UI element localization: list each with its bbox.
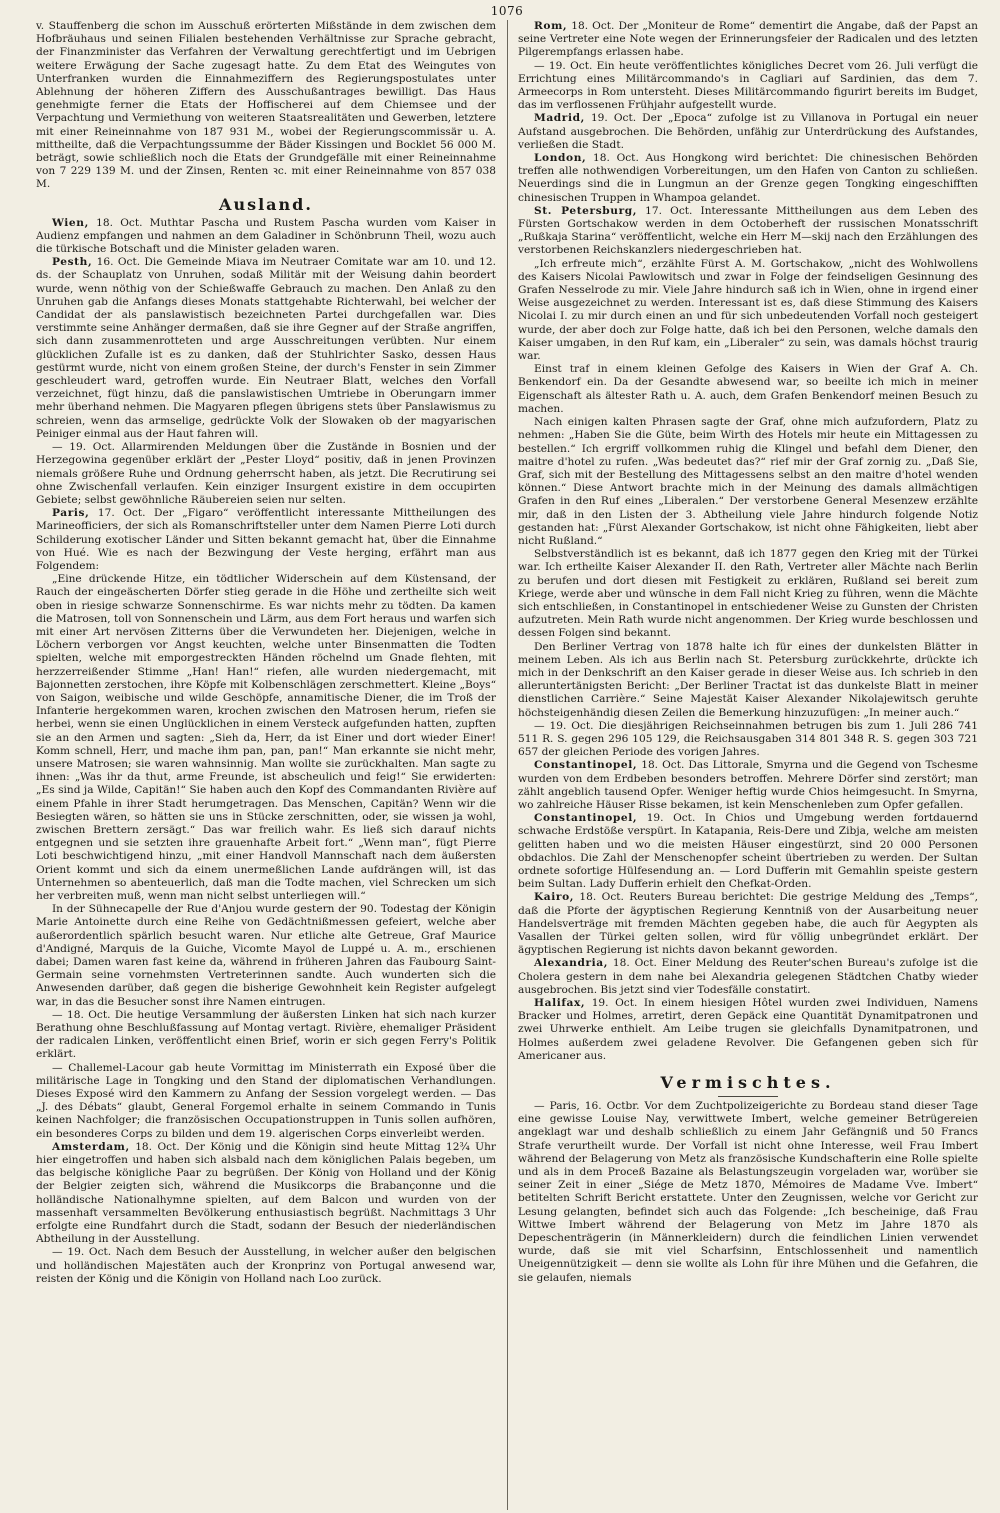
paragraph-text: — Challemel-Lacour gab heute Vormittag im Ministerrath ein Exposé über die militärische Lage in Tongking und den Stand der diplomatischen Verhandlungen. Dieses Exposé wird den Kammern zu Anfang der Session vorgelegt werden. — Das „J. des Débats“ glaubt, General Forgemol erhalte in seinem Commando in Tunis keinen Nachfolger; die französischen Occupationstruppen in Tunis sollen aufhören, ein besonderes Corps zu bilden und dem 19. algerischen Corps einverleibt werden. — [36, 1061, 496, 1140]
paragraph-text: 19. Oct. Der „Epoca“ zufolge ist zu Villanova in Portugal ein neuer Aufstand ausgebrochen. Die Behörden, unfähig zur Unterdrückung des Aufstandes, verließen die Stadt. — [518, 112, 978, 151]
article-paragraph — [518, 548, 978, 640]
article-paragraph — [518, 60, 978, 113]
paragraph-text: — 19. Oct. Allarmirenden Meldungen über die Zustände in Bosnien und der Herzegowina gegenüber erklärt der „Pester Lloyd“ positiv, daß in jenen Provinzen niemals größere Ruhe und Ordnung geherrscht haben, als jetzt. Die Recrutirung sei ohne Zwischenfall verlaufen. Kein einziger Insurgent existire in dem occupirten Gebiete; selbst gewöhnliche Räubereien seien nur selten. — [36, 441, 496, 506]
dateline: Amsterdam, — [52, 1140, 130, 1153]
article-paragraph — [518, 720, 978, 760]
paragraph-text: Den Berliner Vertrag von 1878 halte ich für eines der dunkelsten Blätter in meinem Leben. Als ich aus Berlin nach St. Petersburg zurückkehrte, drückte ich mich in der Denkschrift an den Kaiser gerade in dieser Weise aus. Ich schrieb in den alleruntertänigsten Bericht: „Der Berliner Tractat ist das dunkelste Blatt in meiner dienstlichen Carrière.“ Seine Majestät Kaiser Alexander Nikolajewitsch geruhte höchsteigenhändig diesen Zeilen die Bemerkung hinzuzufügen: „In meiner auch.“ — [518, 640, 978, 719]
article-paragraph — [518, 258, 978, 364]
dateline: Alexandria, — [534, 957, 609, 970]
article-paragraph — [36, 507, 496, 573]
paragraph-text: Einst traf in einem kleinen Gefolge des Kaisers in Wien der Graf A. Ch. Benkendorf ein. Da der Gesandte abwesend war, so beeilte ich mich in meiner Eigenschaft als ältester Rath u. A. auch, dem Grafen Benkendorf meinen Besuch zu machen. — [518, 363, 978, 415]
paragraph-text: 18. Oct. Reuters Bureau berichtet: Die gestrige Meldung des „Temps“, daß die Pforte der ägyptischen Regierung Kenntniß von der Ausarbeitung neuer Handelsverträge mit fremden Mächten gegeben habe, die auch für Aegypten als Vasallen der Türkei gelten sollen, wird für völlig unbegründet erklärt. Der ägyptischen Regierung ist nichts davon bekannt geworden. — [518, 891, 978, 957]
column-rule — [507, 20, 508, 1510]
article-paragraph — [518, 152, 978, 205]
dateline: Pesth, — [52, 256, 93, 269]
article-paragraph — [36, 20, 496, 192]
paragraph-text: Nach einigen kalten Phrasen sagte der Graf, ohne mich aufzufordern, Platz zu nehmen: „Haben Sie die Güte, beim Wirth des Hotels mir heute ein Mittagessen zu bestellen.“ Ich ergriff vollkommen ruhig die Klingel und befahl dem Diener, den maitre d'hotel zu rufen. „Was bedeutet das?“ rief mir der Graf zornig zu. „Daß Sie, Graf, sich mit der Bestellung des Mittagessens selbst an den maitre d'hotel wenden können.“ Diese Antwort brachte mich in der Meinung des damals allmächtigen Grafen in den Ruf eines „Liberalen.“ Der verstorbene General Mesenzew erzählte mir, daß in den Listen der 3. Abtheilung viele Jahre hindurch folgende Notiz gestanden hat: „Fürst Alexander Gortschakow, ist nicht ohne Fähigkeiten, liebt aber nicht Rußland.“ — [518, 416, 978, 547]
paragraph-text: 19. Oct. In einem hiesigen Hôtel wurden zwei Individuen, Namens Bracker und Holmes, arretirt, deren Gepäck eine Quantität Dynamitpatronen und zwei Uhrwerke enthielt. Am Leibe trugen sie gleichfalls Dynamitpatronen, und Holmes außerdem zwei geladene Revolver. Die Gefangenen geben sich für Americaner aus. — [518, 997, 978, 1062]
paragraph-text: v. Stauffenberg die schon im Ausschuß erörterten Mißstände in dem zwischen dem Hofbräuhaus und seinen Filialen bestehenden Verhältnisse zur Sprache gebracht, der Finanzminister das Verfahren der Verwaltung gerechtfertigt und im Uebrigen weitere Erwägung der Sache zugesagt hatte. Zu dem Etat des Weingutes von Unterfranken wurden die Einnahmeziffern des Regierungspostulates unter Ablehnung der höheren Ziffern des Ausschußantrages bewilligt. Das Haus genehmigte ferner die Etats der Hoffischerei auf dem Chiemsee und der Verpachtung und Vermiethung von weiteren Staatsrealitäten und Gewerben, letztere mit einer Reineinnahme von 187 931 M., wobei der Regierungscommissär u. A. mittheilte, daß die Verpachtungssumme der Bäder Kissingen und Bocklet 56 000 M. beträgt, sowie schließlich noch die Etats der Grundgefälle mit einer Reineinnahme von 7 229 139 M. und der Zinsen, Renten ꝛc. mit einer Reineinnahme von 857 038 M. — [36, 20, 496, 191]
paragraph-text: 17. Oct. Der „Figaro“ veröffentlicht interessante Mittheilungen des Marineofficiers, der sich als Romanschriftsteller unter dem Namen Pierre Loti durch Schilderung exotischer Länder und Sitten bekannt gemacht hat, über die Einnahme von Hué. Wie es nach der Bezwingung der Veste herging, erfährt man aus Folgendem: — [36, 507, 496, 572]
article-paragraph — [518, 205, 978, 258]
article-paragraph — [36, 1062, 496, 1141]
divider — [718, 1096, 778, 1097]
article-paragraph — [518, 112, 978, 152]
article-paragraph — [36, 1246, 496, 1286]
dateline: Halifax, — [534, 997, 586, 1010]
paragraph-text: 19. Oct. In Chios und Umgebung werden fortdauernd schwache Erdstöße verspürt. In Katapania, Reis-Dere und Zibja, welche am meisten gelitten haben und wo die meisten Häuser eingestürzt, sind 20 000 Personen obdachlos. Die Zahl der Menschenopfer scheint übertrieben zu werden. Der Sultan ordnete sofortige Hülfesendung an. — Lord Dufferin mit Gemahlin speiste gestern beim Sultan. Lady Dufferin erhielt den Chefkat-Orden. — [518, 812, 978, 891]
article-paragraph — [36, 256, 496, 441]
dateline: Kairo, — [534, 891, 575, 904]
page-number: 1076 — [490, 4, 524, 18]
article-paragraph — [518, 891, 978, 957]
paragraph-text: 16. Oct. Die Gemeinde Miava im Neutraer Comitate war am 10. und 12. ds. der Schauplatz von Unruhen, sodaß Militär mit der Weisung dahin beordert wurde, wenn nöthig von der Schießwaffe Gebrauch zu machen. Den Anlaß zu den Unruhen gab die Anfangs dieses Monats stattgehabte Richterwahl, bei welcher der Candidat der als panslawistisch bezeichneten Partei durchgefallen war. Dies verstimmte seine Anhänger dermaßen, daß sie ihre Gegner auf der Straße angriffen, sich dann zusammenrotteten und arge Ausschreitungen verübten. Nur einem glücklichen Zufalle ist es zu danken, daß der Stuhlrichter Sasko, dessen Haus gestürmt wurde, nicht von einem großen Steine, der durch's Fenster in sein Zimmer geschleudert ward, getroffen wurde. Ein Neutraer Blatt, welches den Vorfall verzeichnet, fügt hinzu, daß die panslawistischen Umtriebe in Oberungarn immer mehr überhand nehmen. Die Magyaren pflegen übrigens stets über Panslawismus zu schreien, wenn das armselige, gedrückte Volk der Slowaken ob der magyarischen Peiniger einmal aus der Haut fahren will. — [36, 256, 496, 440]
paragraph-text: „Ich erfreute mich“, erzählte Fürst A. M. Gortschakow, „nicht des Wohlwollens des Kaisers Nicolai Pawlowitsch und zwar in Folge der feindseligen Gesinnung des Grafen Nesselrode zu mir. Viele Jahre hindurch saß ich in Wien, ohne in irgend einer Weise ausgezeichnet zu werden. Interessant ist es, daß diese Stimmung des Kaisers Nicolai I. zu mir durch einen an und für sich unbedeutenden Vorfall noch gesteigert wurde, der aber doch zur Folge hatte, daß ich bei den Personen, welche damals den Kaiser umgaben, in den Ruf kam, ein „Liberaler“ zu sein, was damals höchst traurig war. — [518, 257, 978, 363]
paragraph-text: — 19. Oct. Ein heute veröffentlichtes königliches Decret vom 26. Juli verfügt die Errichtung eines Militärcommando's in Cagliari auf Sardinien, das dem 7. Armeecorps in Rom untersteht. Dieses Militärcommando figurirt bereits im Budget, das im verflossenen Frühjahr aufgestellt wurde. — [518, 59, 978, 112]
article-paragraph — [36, 903, 496, 1009]
paragraph-text: — Paris, 16. Octbr. Vor dem Zuchtpolizeigerichte zu Bordeau stand dieser Tage eine gewisse Louise Nay, verwittwete Imbert, welche gemeiner Betrügereien angeklagt war und deshalb schließlich zu einem Jahr Gefängniß und 50 Francs Strafe verurtheilt wurde. Der Vorfall ist nicht ohne Interesse, weil Frau Imbert während der Belagerung von Metz als französische Kundschafterin eine Rolle spielte und als in dem Proceß Bazaine als Belastungszeugin vorgeladen war, worüber sie seiner Zeit in einer „Siége de Metz 1870, Mémoires de Madame Vve. Imbert“ betitelten Schrift Bericht erstattete. Unter den Zeugnissen, welche vor Gericht zur Lesung gelangten, befindet sich auch das Folgende: „Ich bescheinige, daß Frau Wittwe Imbert während der Belagerung von Metz im Jahre 1870 als Depeschenträgerin (in Männerkleidern) durch die feindlichen Linien verwendet wurde, daß sie mit viel Scharfsinn, Entschlossenheit und namentlich Uneigennützigkeit — denn sie wollte als Lohn für ihre Mühen und die Gefahren, die sie gelaufen, niemals — [518, 1100, 978, 1284]
dateline: Madrid, — [534, 112, 585, 125]
dateline: London, — [534, 152, 587, 165]
article-paragraph — [518, 812, 978, 891]
article-paragraph — [36, 573, 496, 903]
article-paragraph — [518, 363, 978, 416]
article-paragraph — [518, 1100, 978, 1285]
paragraph-text: 18. Oct. Muthtar Pascha und Rustem Pascha wurden vom Kaiser in Audienz empfangen und nahmen an dem Galadiner in Schönbrunn Theil, wozu auch die türkische Botschaft und die Minister geladen waren. — [36, 216, 496, 256]
dateline: Rom, — [534, 20, 568, 32]
article-paragraph — [36, 441, 496, 507]
article-paragraph — [36, 1141, 496, 1247]
article-paragraph — [518, 997, 978, 1063]
article-paragraph — [518, 416, 978, 548]
dateline: Constantinopel, — [534, 759, 638, 772]
left-column — [36, 20, 496, 1286]
paragraph-text: 17. Oct. Interessante Mittheilungen aus dem Leben des Fürsten Gortschakow werden in dem Octoberheft der russischen Monatsschrift „Rußkaja Starina“ veröffentlicht, welche ein Herr M—skij nach den Erzählungen des verstorbenen Reichskanzlers niedergeschrieben hat. — [518, 204, 978, 257]
paragraph-text: In der Sühnecapelle der Rue d'Anjou wurde gestern der 90. Todestag der Königin Marie Antoinette durch eine Reihe von Gedächtnißmessen gefeiert, welche aber außerordentlich spärlich besucht waren. Nur etliche alte Getreue, Graf Maurice d'Andigné, Marquis de la Guiche, Vicomte Mayol de Luppé u. A. m., erschienen dabei; Damen waren fast keine da, während in früheren Jahren das Faubourg Saint-Germain seine vornehmsten Vertreterinnen sandte. Auch wunderten sich die Anwesenden darüber, daß gegen die bisherige Gewohnheit kein Register aufgelegt war, in das die Besucher sonst ihre Namen eintrugen. — [36, 903, 496, 1008]
paragraph-text: 18. Oct. Der „Moniteur de Rome“ dementirt die Angabe, daß der Papst an seine Vertreter eine Note wegen der Erinnerungsfeier der Radicalen und des letzten Pilgerempfangs erlassen habe. — [518, 20, 978, 59]
article-paragraph — [36, 1009, 496, 1062]
paragraph-text: „Eine drückende Hitze, ein tödtlicher Widerschein auf dem Küstensand, der Rauch der eingeäscherten Dörfer stieg gerade in die Höhe und zertheilte sich weit oben in riesige schwarze Sonnenschirme. Es war nichts mehr zu tödten. Da kamen die Matrosen, toll von Sonnenschein und Lärm, aus dem Fort heraus und warfen sich mit einer Art nervösen Zitterns über die Verwundeten her. Diejenigen, welche in Löchern verborgen vor Angst keuchten, welche unter Binsenmatten die Todten spielten, welche mit emporgestreckten Händen röchelnd um Gnade flehten, mit herzzerreißender Stimme „Han! Han!“ riefen, alle wurden niedergemacht, mit Bajonnetten zerstochen, ihre Köpfe mit Kolbenschlägen zerschmettert. Kleine „Boys“ von Saigon, weibische und wilde Geschöpfe, annamitische Diener, die im Troß der Infanterie hergekommen waren, krochen zwischen den Matrosen herum, riefen sie herbei, wenn sie einen Unglücklichen in einem Versteck aufgefunden hatten, zupften sie an den Armen und sagten: „Sieh da, Herr, da ist Einer und dort wieder Einer! Komm schnell, Herr, und mache ihm pan, pan, pan!“ Man erkannte sie nicht mehr, unsere Matrosen; sie waren wahnsinnig. Man wollte sie zurückhalten. Man sagte zu ihnen: „Was ihr da thut, arme Freunde, ist abscheulich und feig!“ Sie erwiderten: „Es sind ja Wilde, Capitän!“ Sie haben auch den Kopf des Commandanten Rivière auf einem Pfahle in ihrer Stadt herumgetragen. Das Menschen, Capitän? Wenn wir die Besiegten wären, so hätten sie uns in Stücke zerschnitten, oder, sie wissen ja wohl, zwischen Brettern zersägt.“ Das war freilich wahr. Es ließ sich darauf nichts entgegnen und sie setzten ihre grauenhafte Arbeit fort.“ „Wenn man“, fügt Pierre Loti beschwichtigend hinzu, „mit einer Handvoll Mannschaft nach dem äußersten Orient kommt und sich da einem unermeßlichen Lande aufdrängen will, ist das Unternehmen so abenteuerlich, daß man die Todte machen, viel Schrecken um sich her verbreiten muß, wenn man nicht selbst unterliegen will.“ — [36, 573, 496, 902]
paragraph-text: 18. Oct. Das Littorale, Smyrna und die Gegend von Tschesme wurden von dem Erdbeben besonders betroffen. Mehrere Dörfer sind zerstört; man zählt angeblich tausend Opfer. Weniger heftig wurde Chios heimgesucht. In Smyrna, wo zahlreiche Häuser Risse bekamen, ist kein Menschenleben zum Opfer gefallen. — [518, 759, 978, 811]
paragraph-text: 18. Oct. Einer Meldung des Reuter'schen Bureau's zufolge ist die Cholera gestern in dem nahe bei Alexandria gelegenen Städtchen Chatby wieder ausgebrochen. Bis jetzt sind vier Todesfälle constatirt. — [518, 957, 978, 996]
article-paragraph — [36, 217, 496, 257]
right-column — [518, 20, 978, 1285]
paragraph-text: 18. Oct. Der König und die Königin sind heute Mittag 12¾ Uhr hier eingetroffen und haben sich alsbald nach dem königlichen Palais begeben, um das belgische königliche Paar zu begrüßen. Der König von Holland und der König der Belgier zeigten sich, während die Musikcorps die Brabançonne und die holländische Nationalhymne spielten, auf dem Balcon und wurden von der massenhaft versammelten Bevölkerung enthusiastisch begrüßt. Nachmittags 3 Uhr erfolgte eine Rundfahrt durch die Stadt, sodann der Besuch der niederländischen Abtheilung in der Ausstellung. — [36, 1140, 496, 1246]
section-heading: Vermischtes. — [660, 1073, 836, 1093]
paragraph-text: — 18. Oct. Die heutige Versammlung der äußersten Linken hat sich nach kurzer Berathung ohne Beschlußfassung auf Montag vertagt. Rivière, ehemaliger Präsident der radicalen Linken, veröffentlicht einen Brief, worin er sich gegen Ferry's Politik erklärt. — [36, 1008, 496, 1061]
dateline: Constantinopel, — [534, 812, 638, 825]
dateline: Wien, — [52, 216, 89, 229]
columns — [36, 20, 978, 1510]
dateline: Paris, — [52, 507, 90, 520]
article-paragraph — [518, 641, 978, 720]
section-heading: Ausland. — [219, 194, 313, 214]
dateline: St. Petersburg, — [534, 204, 638, 217]
paragraph-text: 18. Oct. Aus Hongkong wird berichtet: Die chinesischen Behörden treffen alle nothwendigen Vorbereitungen, um den Hafen von Canton zu schließen. Neuerdings sind die in Lungmun an der Grenze gegen Tongking eingeschifften chinesischen Truppen in Whampoa gelandet. — [518, 152, 978, 204]
paragraph-text: Selbstverständlich ist es bekannt, daß ich 1877 gegen den Krieg mit der Türkei war. Ich ertheilte Kaiser Alexander II. den Rath, Vertreter aller Mächte nach Berlin zu berufen und dort diesen mit Festigkeit zu erklären, Rußland sei bereit zum Kriege, werde aber und wünsche in dem Fall nicht Krieg zu führen, wenn die Mächte sich entschließen, in Constantinopel in entschiedener Weise zu Gunsten der Christen aufzutreten. Mein Rath wurde nicht angenommen. Der Krieg wurde beschlossen und dessen Folgen sind bekannt. — [518, 548, 978, 640]
article-paragraph — [518, 957, 978, 997]
paragraph-text: — 19. Oct. Nach dem Besuch der Ausstellung, in welcher außer den belgischen und holländischen Majestäten auch der Kronprinz von Portugal anwesend war, reisten der König und die Königin von Holland nach Loo zurück. — [36, 1246, 496, 1285]
article-paragraph — [518, 20, 978, 60]
paragraph-text: — 19. Oct. Die diesjährigen Reichseinnahmen betrugen bis zum 1. Juli 286 741 511 R. S. gegen 296 105 129, die Reichsausgaben 314 801 348 R. S. gegen 303 721 657 der gleichen Periode des vorigen Jahres. — [518, 719, 978, 759]
article-paragraph — [518, 759, 978, 812]
